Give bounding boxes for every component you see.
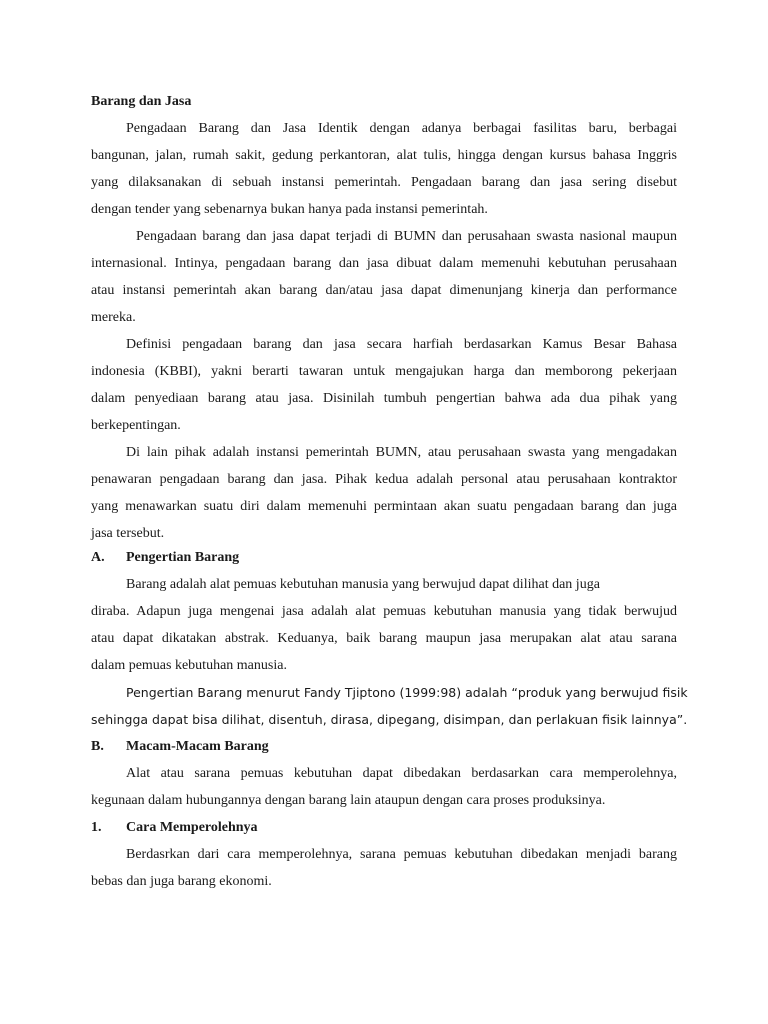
paragraph-line: indonesia (KBBI), yakni berarti tawaran untuk mengajukan harga dan memborong pekerjaan — [91, 364, 677, 379]
paragraph-line: Berdasrkan dari cara memperolehnya, sarana pemuas kebutuhan dibedakan menjadi barang — [126, 847, 677, 862]
paragraph-line: jasa tersebut. — [91, 526, 165, 541]
quote-line: Pengertian Barang menurut Fandy Tjiptono (1999:98) adalah “produk yang berwujud fisik — [126, 685, 688, 700]
paragraph-line: bebas dan juga barang ekonomi. — [91, 874, 272, 889]
section-number: B. — [91, 739, 104, 754]
paragraph-line: Pengadaan Barang dan Jasa Identik dengan adanya berbagai fasilitas baru, berbagai — [126, 121, 677, 136]
paragraph-line: Di lain pihak adalah instansi pemerintah BUMN, atau perusahaan swasta yang mengadakan — [126, 445, 677, 460]
paragraph-line: dalam pemuas kebutuhan manusia. — [91, 658, 287, 673]
paragraph-line: Definisi pengadaan barang dan jasa secara harfiah berdasarkan Kamus Besar Bahasa — [126, 337, 677, 352]
paragraph-line: atau dapat dikatakan abstrak. Keduanya, baik barang maupun jasa merupakan alat atau sarana — [91, 631, 677, 646]
paragraph-line: Alat atau sarana pemuas kebutuhan dapat dibedakan berdasarkan cara memperolehnya, — [126, 766, 677, 781]
subsection-number: 1. — [91, 820, 102, 835]
section-heading: Pengertian Barang — [126, 550, 240, 565]
section-heading: Macam-Macam Barang — [126, 739, 269, 754]
paragraph-line: Barang adalah alat pemuas kebutuhan manusia yang berwujud dapat dilihat dan juga — [126, 577, 600, 592]
paragraph-line: diraba. Adapun juga mengenai jasa adalah alat pemuas kebutuhan manusia yang tidak berwujud — [91, 604, 677, 619]
paragraph-line: atau instansi pemerintah akan barang dan/atau jasa dapat dimenunjang kinerja dan performance — [91, 283, 677, 298]
document-title: Barang dan Jasa — [91, 94, 192, 109]
paragraph-line: yang dilaksanakan di sebuah instansi pemerintah. Pengadaan barang dan jasa sering disebut — [91, 175, 677, 190]
paragraph-line: berkepentingan. — [91, 418, 181, 433]
paragraph-line: dalam penyediaan barang atau jasa. Disinilah tumbuh pengertian bahwa ada dua pihak yang — [91, 391, 677, 406]
paragraph-line: kegunaan dalam hubungannya dengan barang lain ataupun dengan cara proses produksinya. — [91, 793, 606, 808]
section-number: A. — [91, 550, 105, 565]
paragraph-line: mereka. — [91, 310, 136, 325]
paragraph-line: bangunan, jalan, rumah sakit, gedung perkantoran, alat tulis, hingga dengan kursus bahasa Inggris — [91, 148, 677, 163]
paragraph-line: Pengadaan barang dan jasa dapat terjadi di BUMN dan perusahaan swasta nasional maupun — [136, 229, 677, 244]
paragraph-line: penawaran pengadaan barang dan jasa. Pihak kedua adalah personal atau perusahaan kontraktor — [91, 472, 677, 487]
subsection-heading: Cara Memperolehnya — [126, 820, 258, 835]
paragraph-line: internasional. Intinya, pengadaan barang dan jasa dibuat dalam memenuhi kebutuhan perusahaan — [91, 256, 677, 271]
paragraph-line: yang menawarkan suatu diri dalam memenuhi permintaan akan suatu pengadaan barang dan juga — [91, 499, 677, 514]
quote-line: sehingga dapat bisa dilihat, disentuh, dirasa, dipegang, disimpan, dan perlakuan fisik lainnya”. — [91, 712, 688, 727]
paragraph-line: dengan tender yang sebenarnya bukan hanya pada instansi pemerintah. — [91, 202, 488, 217]
